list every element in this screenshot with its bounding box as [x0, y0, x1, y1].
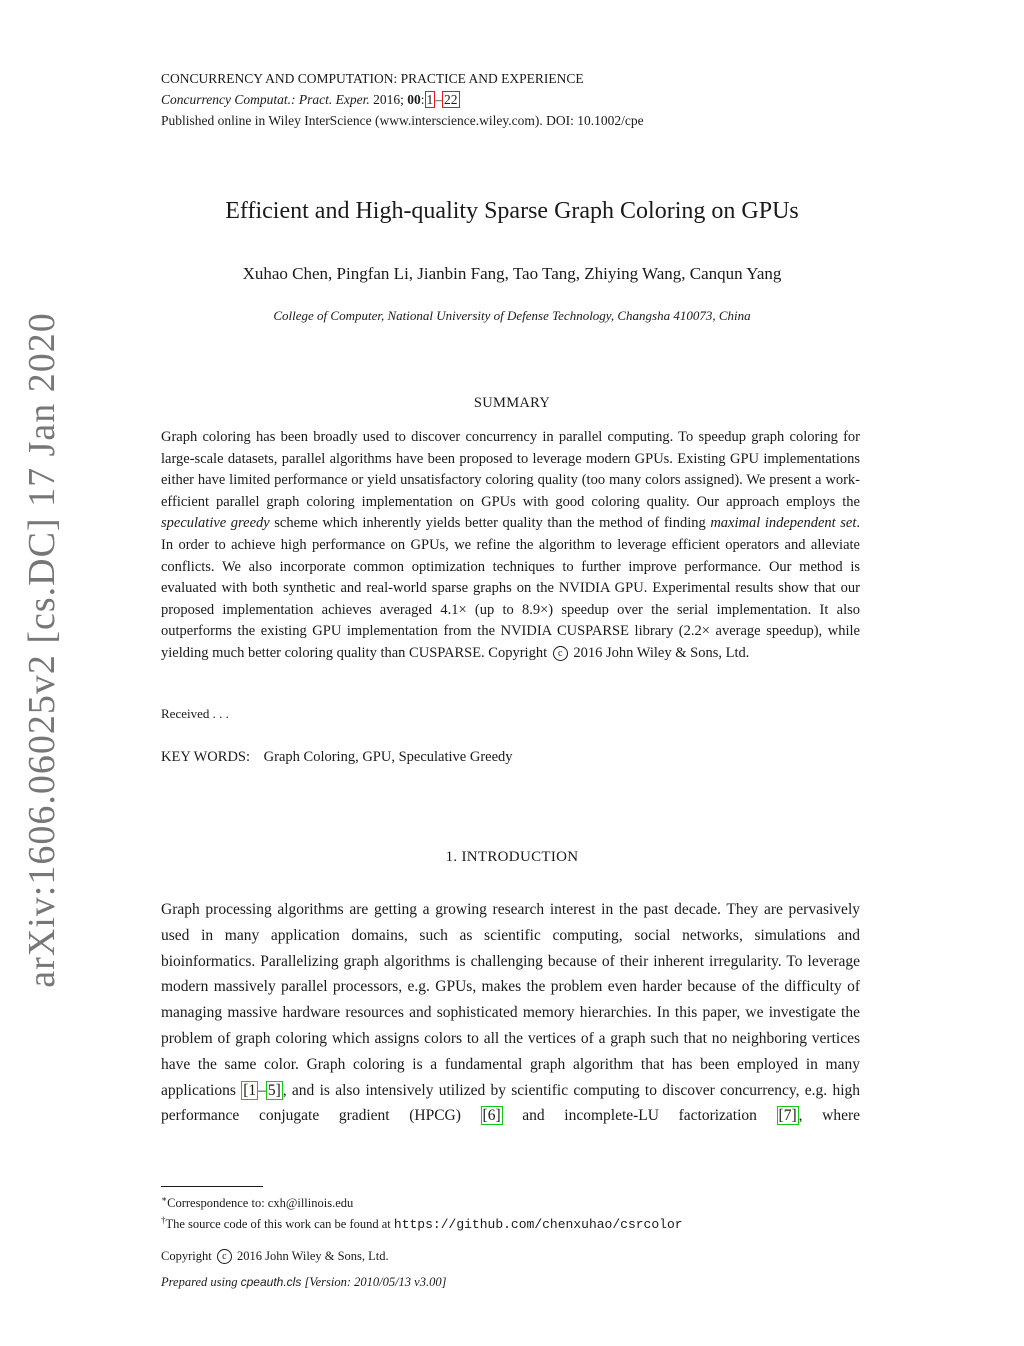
page-range-dash: – [435, 92, 442, 107]
footnote-mark-dagger: † [161, 1215, 166, 1226]
page-start-link[interactable]: 1 [426, 92, 434, 107]
footnotes [161, 1191, 683, 1233]
citation-range-dash: – [258, 1081, 266, 1099]
abstract-emphasis-mis: maximal independent set [710, 515, 857, 532]
footnote-source-text: The source code of this work can be found at [165, 1217, 394, 1232]
keywords-line [161, 749, 513, 766]
published-online-line: Published online in Wiley InterScience (www.interscience.wiley.com). DOI: 10.1002/cpe [161, 113, 644, 128]
citation-link-7[interactable]: [7] [778, 1107, 797, 1125]
footer-copyright-symbol-icon: c [217, 1249, 232, 1264]
intro-text-3: and incomplete-LU factorization [502, 1107, 777, 1125]
abstract-text-4: 2016 John Wiley & Sons, Ltd. [569, 644, 750, 661]
footer-copyright [161, 1249, 389, 1264]
footer-prepared-using [161, 1275, 446, 1290]
intro-text-4: , where [798, 1107, 860, 1125]
author-affiliation: College of Computer, National University of Defense Technology, Changsha 410073, China [273, 308, 751, 323]
paper-title: Efficient and High-quality Sparse Graph Coloring on GPUs [225, 198, 799, 224]
footnote-correspondence-text: Correspondence to: cxh@illinois.edu [167, 1196, 354, 1211]
footnote-divider [161, 1186, 263, 1187]
keywords-value: Graph Coloring, GPU, Speculative Greedy [263, 749, 513, 765]
keywords-label: KEY WORDS: [161, 749, 251, 765]
prepared-cls: cpeauth.cls [240, 1275, 302, 1289]
footnote-source-code [161, 1212, 683, 1233]
journal-year: 2016; [373, 92, 404, 107]
arxiv-identifier-stamp: arXiv:1606.06025v2 [cs.DC] 17 Jan 2020 [21, 312, 63, 988]
journal-name: CONCURRENCY AND COMPUTATION: PRACTICE AND EXPERIENCE [161, 71, 584, 86]
abstract [161, 427, 860, 665]
prepared-post: [Version: 2010/05/13 v3.00] [301, 1275, 447, 1289]
citation-link-6[interactable]: [6] [482, 1107, 501, 1125]
paper-authors: Xuhao Chen, Pingfan Li, Jianbin Fang, Tao Tang, Zhiying Wang, Canqun Yang [242, 264, 782, 283]
section-heading-introduction: 1. INTRODUCTION [445, 849, 579, 865]
journal-volume: 00 [407, 92, 421, 107]
source-code-url-link[interactable]: https://github.com/chenxuhao/csrcolor [393, 1217, 683, 1233]
citation-link-5[interactable]: 5] [267, 1081, 281, 1099]
page-end-link[interactable]: 22 [444, 92, 458, 107]
summary-heading: SUMMARY [473, 395, 551, 411]
footer-copyright-pre: Copyright [161, 1249, 215, 1263]
abstract-text-1: Graph coloring has been broadly used to discover concurrency in parallel computing. To speedup graph coloring for large-scale datasets, parallel algorithms have been proposed to leverage modern GPUs. Existing GPU implementations either have limited performance or yield unsatisfactory coloring quality (too many colors assigned). We present a work-efficient parallel graph coloring implementation on GPUs with good coloring quality. Our approach employs the [161, 429, 860, 510]
journal-abbrev: Concurrency Computat.: Pract. Exper. [161, 92, 370, 107]
copyright-symbol-icon: c [553, 646, 568, 661]
journal-header [161, 68, 644, 131]
footnote-correspondence [161, 1191, 683, 1212]
volume-colon: : [420, 92, 425, 107]
prepared-pre: Prepared using [161, 1275, 241, 1289]
introduction-body [161, 897, 860, 1129]
abstract-text-2: scheme which inherently yields better quality than the method of finding [269, 515, 711, 532]
citation-link-1[interactable]: [1 [243, 1081, 257, 1099]
intro-text-1: Graph processing algorithms are getting a growing research interest in the past decade. They are pervasively used in many application domains, such as scientific computing, social networks, simulations and bioinformatics. Parallelizing graph algorithms is challenging because of their inherent irregularity. To leverage modern massively parallel processors, e.g. GPUs, makes the problem even harder because of the difficulty of managing massive hardware resources and sophisticated memory hierarchies. In this paper, we investigate the problem of graph coloring which assigns colors to all the vertices of a graph such that no neighboring vertices have the same color. Graph coloring is a fundamental graph algorithm that has been employed in many applications [161, 901, 860, 1099]
abstract-paragraph [161, 427, 860, 665]
intro-text-2: , and is also intensively utilized by scientific computing to discover concurrency, e.g. high performance conjugate gradient (HPCG) [161, 1081, 860, 1125]
received-line: Received . . . [161, 706, 229, 721]
footnote-mark-asterisk: ∗ [161, 1194, 168, 1204]
footer-copyright-post: 2016 John Wiley & Sons, Ltd. [233, 1249, 389, 1263]
introduction-paragraph [161, 897, 860, 1129]
abstract-emphasis-speculative-greedy: speculative greedy [161, 515, 270, 532]
abstract-text-3: . In order to achieve high performance on GPUs, we refine the algorithm to leverage efficient operators and alleviate conflicts. We also incorporate common optimization techniques to further improve performance. Our method is evaluated with both synthetic and real-world sparse graphs on the NVIDIA GPU. Experimental results show that our proposed implementation achieves averaged 4.1× (up to 8.9×) speedup over the serial implementation. It also outperforms the existing GPU implementation from the NVIDIA CUSPARSE library (2.2× average speedup), while yielding much better coloring quality than CUSPARSE. Copyright [161, 515, 860, 661]
journal-citation-line [161, 89, 644, 110]
